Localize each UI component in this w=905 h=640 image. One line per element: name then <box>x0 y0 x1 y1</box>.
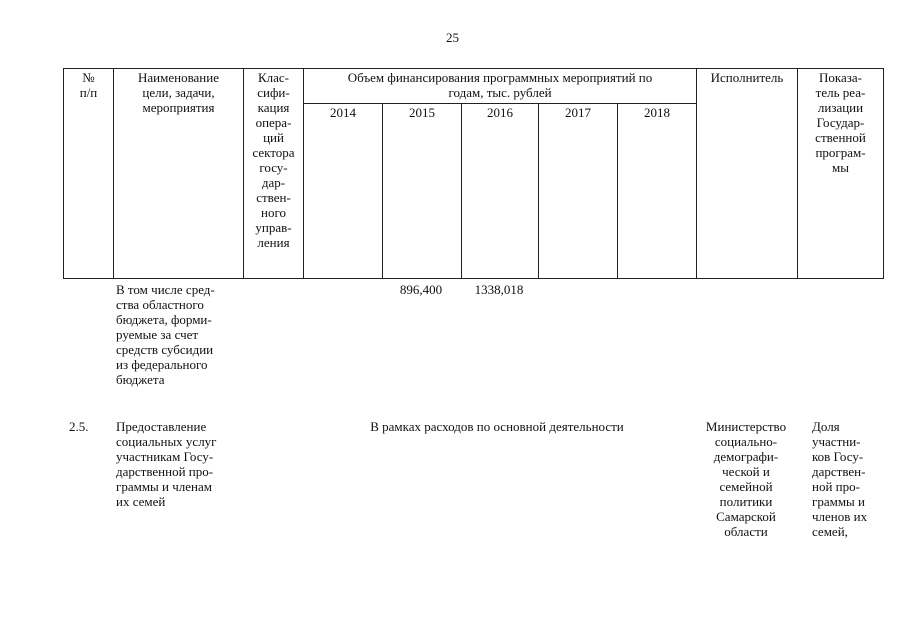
header-indicator: Показа- тель реа- лизации Государ- ственной програм- мы <box>798 69 884 279</box>
year-2018: 2018 <box>618 104 697 279</box>
year-2015: 2015 <box>383 104 462 279</box>
year-2017: 2017 <box>539 104 618 279</box>
header-executor: Исполнитель <box>697 69 798 279</box>
row-2-5-funding-note: В рамках расходов по основной деятельности <box>370 419 624 434</box>
program-table-header <box>63 68 884 279</box>
page-number: 25 <box>446 30 459 45</box>
row-federal-subsidy-2015: 896,400 <box>399 282 443 297</box>
year-2016: 2016 <box>462 104 539 279</box>
year-2014: 2014 <box>304 104 383 279</box>
row-2-5-indicator: Доля участни- ков Госу- дарствен- ной про- граммы и членов их семей, <box>812 419 868 539</box>
row-2-5-name: Предоставление социальных услуг участникам Госу- дарственной про- граммы и членам их семей <box>116 419 217 509</box>
row-federal-subsidy-2016: 1338,018 <box>474 282 524 297</box>
row-2-5-executor: Министерство социально- демографи- ческой и семейной политики Самарской области <box>705 419 787 539</box>
row-federal-subsidy-name: В том числе сред- ства областного бюджета, форми- руемые за счет средств субсидии из федерального бюджета <box>116 282 215 387</box>
header-num: № п/п <box>64 69 114 279</box>
header-classification: Клас- сифи- кация опера- ций сектора госу- дар- ствен- ного управ- ления <box>244 69 304 279</box>
header-name: Наименование цели, задачи, мероприятия <box>114 69 244 279</box>
header-funding: Объем финансирования программных мероприятий по годам, тыс. рублей <box>304 69 697 104</box>
row-2-5-number: 2.5. <box>69 419 89 434</box>
